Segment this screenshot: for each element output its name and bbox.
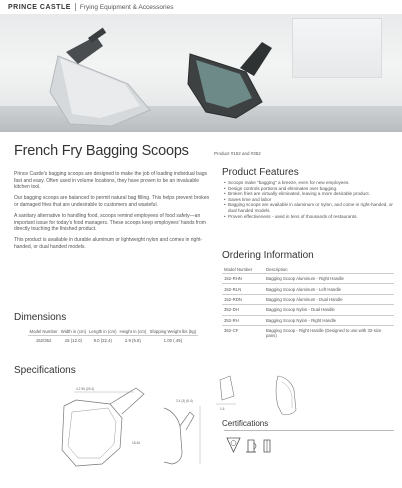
features-heading: Product Features	[222, 167, 299, 178]
model-number: 152/352	[28, 336, 59, 346]
brand-logo: PRINCE CASTLE	[8, 3, 71, 11]
nsf-mark-icon	[227, 438, 240, 452]
spec-dimension-label: 2.4 (3) (8.4)	[176, 399, 193, 403]
product-description	[14, 171, 210, 255]
certification-icons	[224, 434, 284, 456]
description-paragraph: Our bagging scoops are balanced to permit natural bag filling. This helps prevent broken or damaged fries that are undesirable to customers and wasteful.	[14, 195, 210, 208]
column-header: Shipping Weight lbs (kg)	[149, 329, 197, 334]
table-row	[222, 294, 394, 304]
model-description: Bagging Scoop Nylon - Dual Handle	[264, 305, 394, 315]
table-header-row	[222, 266, 394, 274]
model-description: Bagging Scoop Aluminum - Right Handle	[264, 274, 394, 284]
features-list	[224, 180, 396, 219]
model-number: 152-RHN	[222, 274, 264, 284]
length-value: 9.0 (22.4)	[88, 336, 119, 346]
certifications-divider	[224, 430, 394, 431]
dimensions-heading: Dimensions	[14, 312, 67, 323]
table-row	[28, 336, 198, 346]
column-header: Length in (cm)	[89, 329, 117, 334]
height-value: 2.9 (5.8)	[118, 336, 148, 346]
feature-item: • Saves time and labor	[224, 197, 396, 203]
model-description: Bagging Scoop Nylon - Right Handle	[264, 315, 394, 325]
table-row	[222, 315, 394, 325]
weight-value: 1.00 (.45)	[148, 336, 198, 346]
scoops-photo	[0, 14, 402, 132]
description-paragraph: This product is available in durable aluminum or lightweight nylon and comes in right-handed, or dual handed models.	[14, 237, 203, 250]
description-paragraph: A sanitary alternative to handling food, scoops remind employees of food safety—an important issue for today's food managers. These scoops keep employees' hands from directly touching the finished product.	[14, 212, 206, 233]
column-header: Height in (cm)	[119, 329, 147, 334]
page-header	[0, 0, 402, 14]
feature-item: • Scoops make "bagging" a breeze, even for new employees.	[224, 180, 396, 186]
model-number: 352-RH	[222, 315, 264, 325]
model-number: 352-CF	[222, 325, 264, 340]
table-row	[222, 305, 394, 315]
model-description: Bagging Scoop Aluminum - Left Handle	[264, 284, 394, 294]
table-header-row	[28, 328, 198, 336]
page-title: French Fry Bagging Scoops	[14, 143, 189, 159]
header-divider	[75, 3, 76, 11]
column-header: Description	[266, 267, 288, 272]
feature-item: • Design controls portions and eliminates over bagging.	[224, 186, 396, 192]
scoop-technical-drawing	[14, 378, 214, 478]
specifications-heading: Specifications	[14, 365, 76, 376]
side-profile-drawing	[212, 370, 312, 420]
spec-drawings	[14, 378, 214, 478]
model-number: 152-RLN	[222, 284, 264, 294]
ordering-heading: Ordering Information	[222, 250, 314, 261]
cup-icon	[248, 440, 254, 452]
feature-item: • Proven effectiveness - used in tens of thousands of restaurants.	[224, 214, 396, 220]
width-value: 15 (12.0)	[59, 336, 87, 346]
certification-marks	[224, 434, 284, 456]
table-row	[222, 325, 394, 340]
spec-dimension-label: 4.2 96 (25.4)	[76, 387, 95, 391]
model-description: Bagging Scoop - Right Handle (Designed to use with 32-size pans)	[264, 325, 394, 340]
column-header: Width in (cm)	[60, 329, 87, 334]
feature-item: • Broken fries are virtually eliminated, leaving a more desirable product.	[224, 191, 396, 197]
description-paragraph: Prince Castle's bagging scoops are designed to make the job of loading individual bags fast and easy. Often used in volume locations, they have proven to be an invaluable kitchen tool.	[14, 171, 208, 191]
certifications-heading: Certifications	[222, 419, 269, 428]
model-number: 352-DH	[222, 305, 264, 315]
scoop-profile-drawing	[212, 370, 312, 420]
column-header: Model Number	[29, 329, 58, 334]
ordering-table	[222, 266, 394, 340]
dimensions-table	[28, 328, 198, 345]
feature-item: • Bagging scoops are available in aluminum or nylon, and come in right-handed, or dual handed models.	[224, 202, 396, 213]
table-row	[222, 274, 394, 284]
model-number: 152-RDN	[222, 294, 264, 304]
table-row	[222, 284, 394, 294]
model-description: Bagging Scoop Aluminum - Dual Handle	[264, 294, 394, 304]
product-numbers: Product #152 and #352	[214, 151, 261, 156]
column-header: Model Number	[224, 267, 253, 272]
spec-dimension-label: 1.6	[220, 407, 225, 411]
spec-dimension-label: 18.46	[132, 441, 140, 445]
hero-image	[0, 14, 402, 132]
header-tagline: Frying Equipment & Accessories	[79, 3, 174, 11]
